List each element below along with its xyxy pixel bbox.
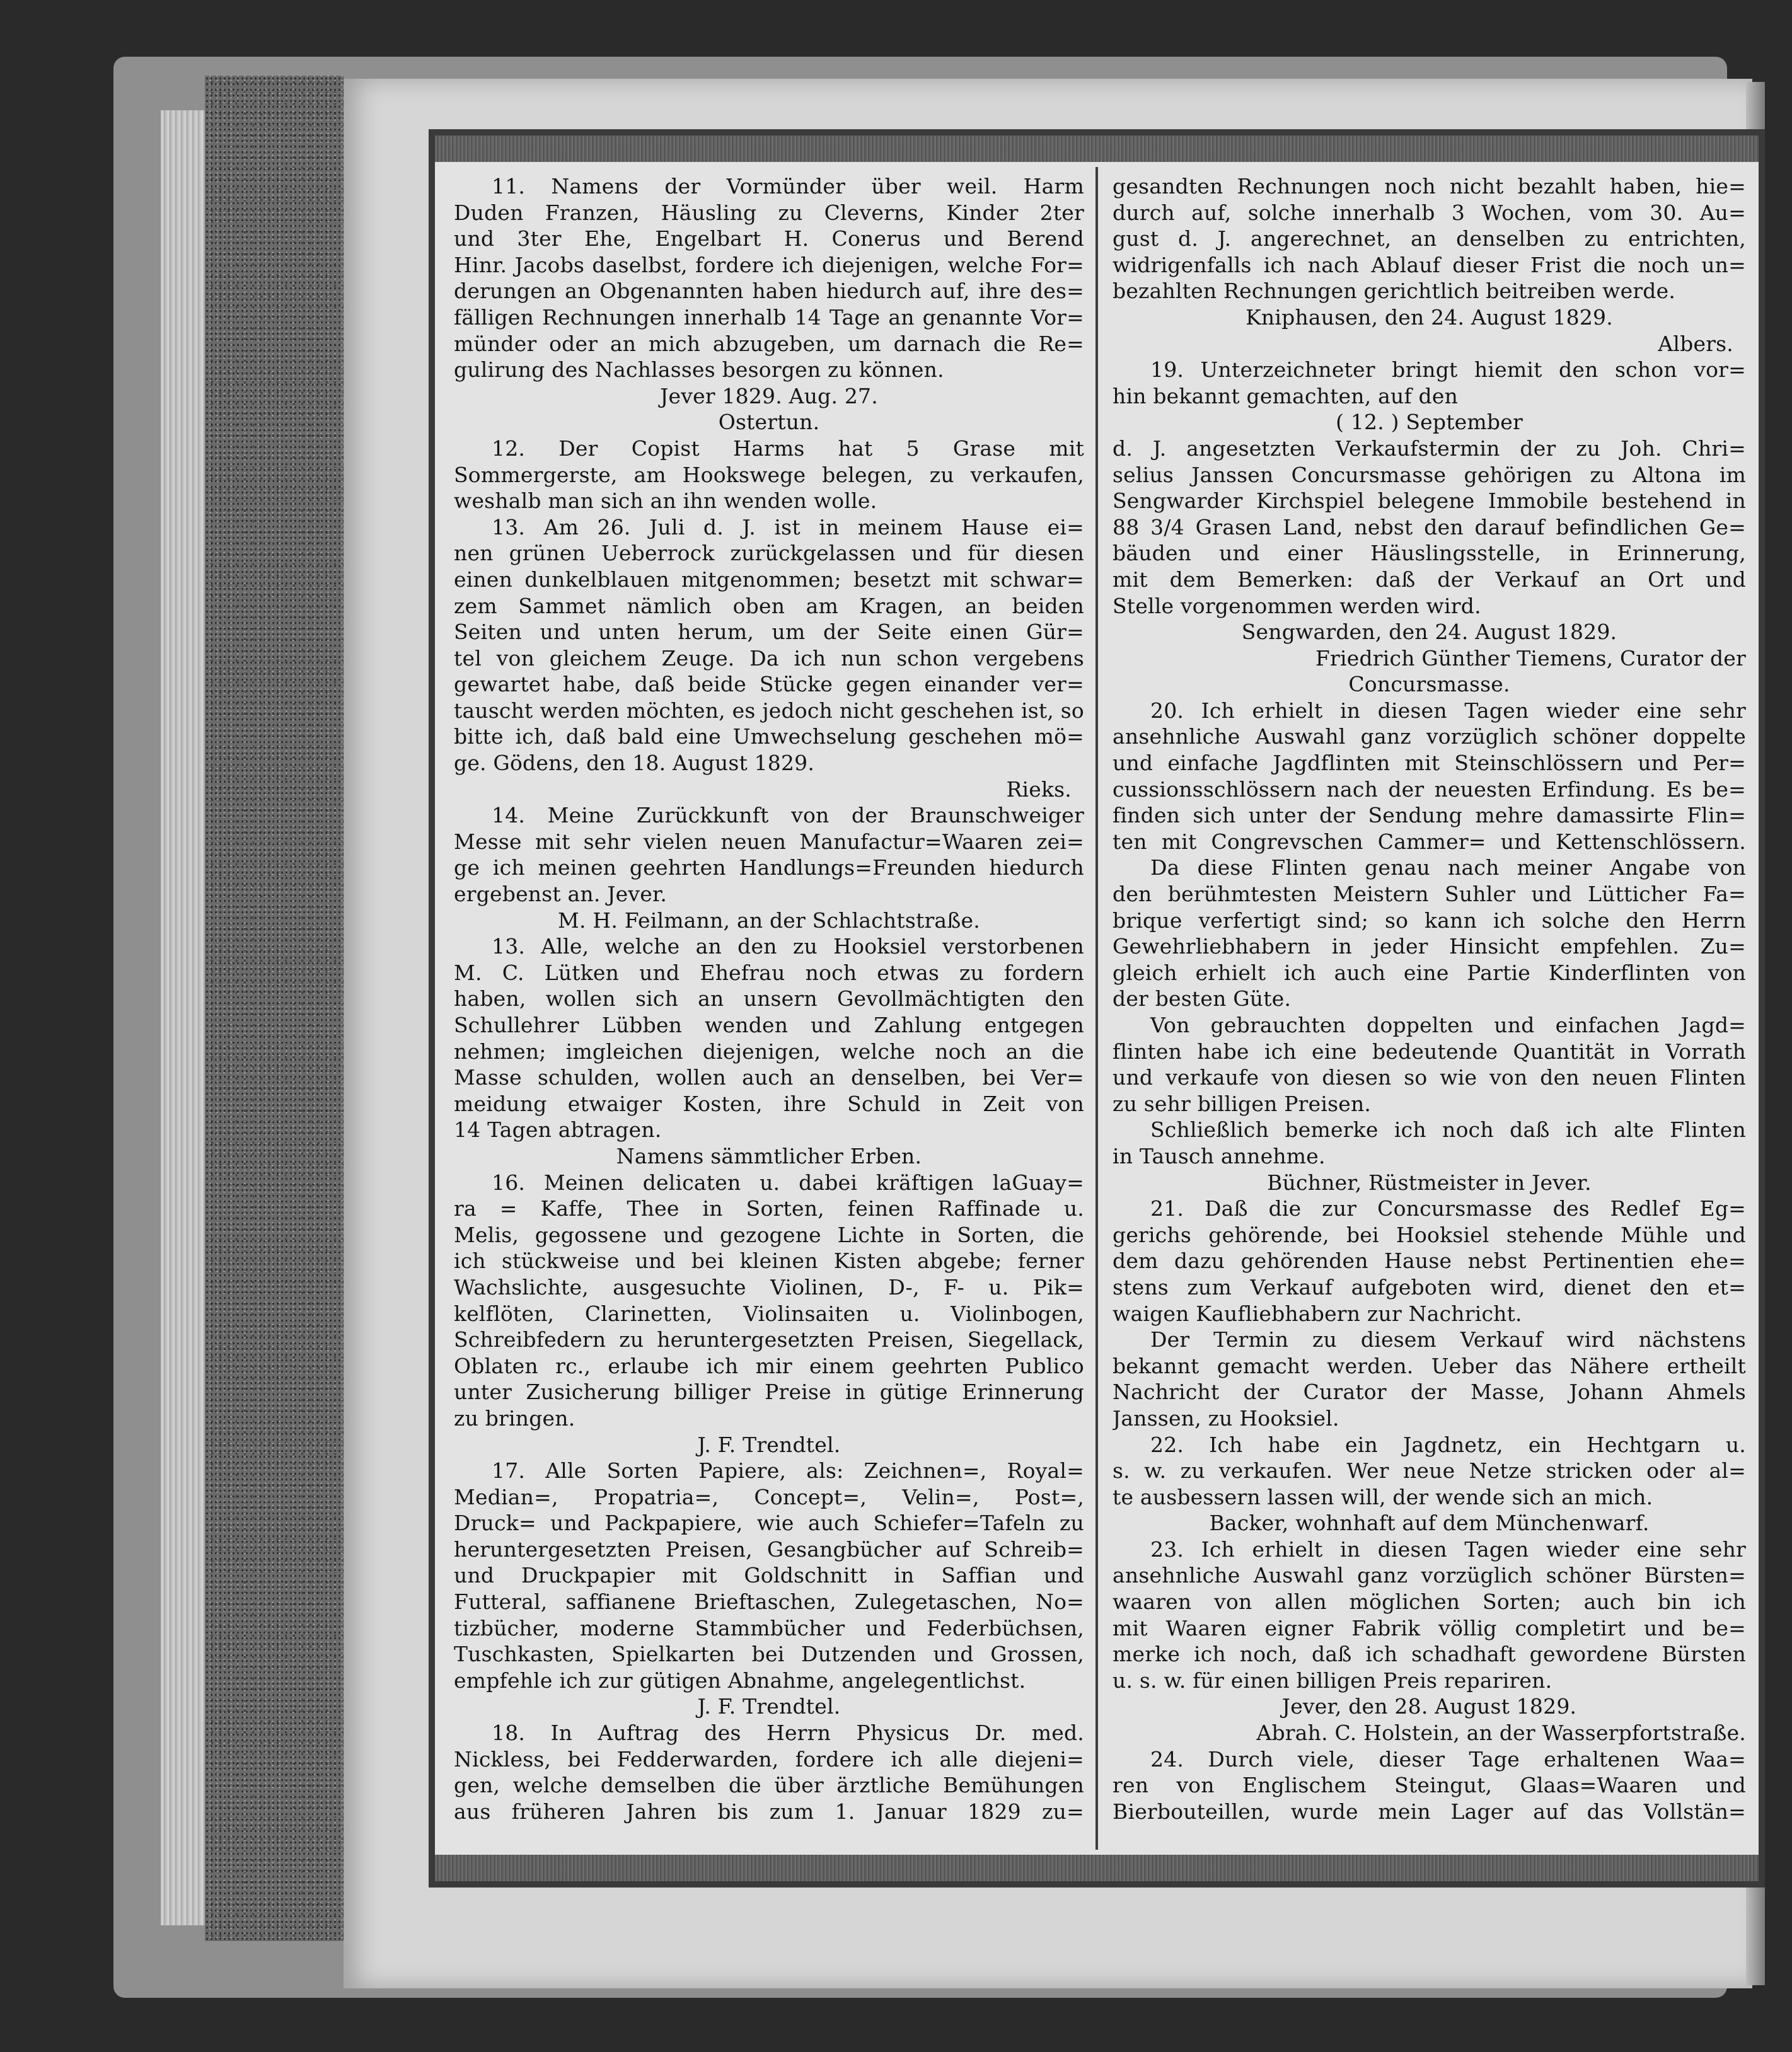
text-line: 12. Der Copist Harms hat 5 Grase mit [492,435,1084,461]
text-line: meidung etwaiger Kosten, ihre Schuld in Zeit von [454,1091,1084,1116]
text-line: 17. Alle Sorten Papiere, als: Zeichnen=, Royal= [492,1458,1084,1484]
text-line: Futteral, saffianene Brieftaschen, Zulegetaschen, No= [454,1589,1084,1615]
text-line: gewartet habe, daß beide Stücke gegen einander ver= [454,672,1084,697]
text-line: Nachricht der Curator der Masse, Johann Ahmels [1113,1380,1746,1405]
text-line: ge. Gödens, den 18. August 1829. [454,751,815,776]
speckled-page-edge [205,76,344,1941]
text-line: Sengwarden, den 24. August 1829. [1241,620,1617,645]
text-line: cussionsschlössern nach der neuesten Erfindung. Es be= [1113,776,1746,802]
text-line: Seiten und unten herum, um der Seite einen Gür= [454,620,1084,645]
text-line: ansehnliche Auswahl ganz vorzüglich schöner Bürsten= [1113,1563,1746,1588]
text-line: zu bringen. [454,1405,575,1431]
text-line: 23. Ich erhielt in diesen Tagen wieder eine sehr [1150,1536,1746,1562]
text-line: in Tausch annehme. [1113,1143,1326,1168]
text-line: mit Waaren eigner Fabrik völlig completirt und be= [1113,1615,1746,1640]
text-line: heruntergesetzten Preisen, Gesangbücher auf Schreib= [454,1536,1084,1562]
text-line: Jever, den 28. August 1829. [1281,1694,1577,1719]
text-line: Concursmasse. [1348,672,1510,697]
text-line: bäuden und einer Häuslingsstelle, in Erinnerung, [1113,541,1746,566]
text-line: mit dem Bemerken: daß der Verkauf an Ort und [1113,567,1746,592]
text-line: d. J. angesetzten Verkaufstermin der zu Joh. Chri= [1113,435,1746,461]
text-line: bekannt gemacht werden. Ueber das Nähere ertheilt [1113,1353,1746,1378]
text-line: stens zum Verkauf aufgeboten wird, dienet den et= [1113,1274,1746,1300]
text-line: bitte ich, daß bald eine Umwechselung geschehen mö= [454,724,1084,749]
text-line: ich stückweise und bei kleinen Kisten abgebe; ferner [454,1248,1084,1274]
text-line: münder oder an mich abzugeben, um darnach die Re= [454,331,1084,356]
text-line: 88 3/4 Grasen Land, nebst den darauf befindlichen Ge= [1113,514,1746,539]
text-line: einen dunkelblauen mitgenommen; besetzt mit schwar= [454,567,1084,592]
text-line: u. s. w. für einen billigen Preis repariren. [1113,1668,1552,1693]
text-line: 13. Am 26. Juli d. J. ist in meinem Hause ei= [492,514,1084,539]
text-line: brique verfertigt sind; so kann ich solche den Herrn [1113,908,1746,933]
text-line: flinten habe ich eine bedeutende Quantität in Vorrath [1113,1039,1746,1064]
text-line: gust d. J. angerechnet, an denselben zu entrichten, [1113,226,1746,251]
left-column [454,173,1084,1845]
text-line: tel von gleichem Zeuge. Da ich nun schon vergebens [454,645,1084,671]
text-line: den berühmtesten Meistern Suhler und Lütticher Fa= [1113,882,1746,907]
text-line: Druck= und Packpapiere, wie auch Schiefer=Tafeln zu [454,1511,1084,1536]
text-line: Oblaten rc., erlaube ich mir einem geehrten Publico [454,1353,1084,1378]
text-line: Sengwarder Kirchspiel belegene Immobile bestehend in [1113,488,1746,514]
text-line: Rieks. [1006,776,1072,802]
text-line: durch auf, solche innerhalb 3 Wochen, vom 30. Au= [1113,200,1746,225]
text-line: J. F. Trendtel. [697,1694,841,1719]
text-line: weshalb man sich an ihn wenden wolle. [454,488,877,514]
text-line: derungen an Obgenannten haben hiedurch auf, ihre des= [454,279,1084,304]
text-line: Friedrich Günther Tiemens, Curator der [1315,645,1746,671]
text-line: fälligen Rechnungen innerhalb 14 Tage an genannte Vor= [454,304,1084,330]
text-line: bezahlten Rechnungen gerichtlich beitreiben werde. [1113,279,1676,304]
text-line: Masse schulden, wollen auch an denselben, bei Ver= [454,1065,1084,1090]
text-line: waigen Kaufliebhabern zur Nachricht. [1113,1301,1522,1326]
text-line: Wachslichte, ausgesuchte Violinen, D-, F- u. Pik= [454,1274,1084,1300]
text-line: nen grünen Ueberrock zurückgelassen und für diesen [454,541,1084,566]
text-line: Schließlich bemerke ich noch daß ich alte Flinten [1150,1117,1746,1143]
text-line: Nickless, bei Fedderwarden, fordere ich alle diejeni= [454,1746,1084,1772]
text-line: Messe mit sehr vielen neuen Manufactur=Waaren zei= [454,829,1084,854]
text-line: und Druckpapier mit Goldschnitt in Saffian und [454,1563,1084,1588]
text-line: dem dazu gehörenden Hause nebst Pertinentien ehe= [1113,1248,1746,1274]
text-line: ra = Kaffe, Thee in Sorten, feinen Raffinade u. [454,1196,1084,1221]
text-line: tizbücher, moderne Stammbücher und Federbüchsen, [454,1615,1084,1640]
text-line: 24. Durch viele, dieser Tage erhaltenen Waa= [1150,1746,1746,1772]
text-line: gerichs gehörende, bei Hooksiel stehende Mühle und [1113,1222,1746,1247]
text-line: Jever 1829. Aug. 27. [660,383,878,408]
text-line: hin bekannt gemachten, auf den [1113,383,1459,408]
text-line: Abrah. C. Holstein, an der Wasserpfortstraße. [1256,1721,1746,1746]
text-line: Von gebrauchten doppelten und einfachen Jagd= [1150,1013,1746,1037]
text-line: der besten Güte. [1113,986,1292,1012]
text-line: Albers. [1658,331,1733,356]
text-line: und 3ter Ehe, Engelbart H. Conerus und Berend [454,226,1084,251]
text-line: Backer, wohnhaft auf dem Münchenwarf. [1209,1511,1650,1536]
text-line: M. C. Lütken und Ehefrau noch etwas zu fordern [454,960,1084,985]
text-line: zu sehr billigen Preisen. [1113,1091,1372,1116]
text-line: Melis, gegossene und gezogene Lichte in Sorten, die [454,1222,1084,1247]
text-line: aus früheren Jahren bis zum 1. Januar 1829 zu= [454,1799,1084,1824]
text-line: Median=, Propatria=, Concept=, Velin=, Post=, [454,1484,1084,1509]
text-line: 19. Unterzeichneter bringt hiemit den schon vor= [1150,357,1746,383]
text-line: ansehnliche Auswahl ganz vorzüglich schöner doppelte [1113,724,1746,749]
text-line: selius Janssen Concursmasse gehörigen zu Altona im [1113,462,1746,487]
text-line: Sommergerste, am Hookswege belegen, zu verkaufen, [454,462,1084,487]
text-line: empfehle ich zur gütigen Abnahme, angelegentlichst. [454,1668,1026,1693]
text-line: Schreibfedern zu heruntergesetzten Preisen, Siegellack, [454,1327,1084,1352]
text-line: und einfache Jagdflinten mit Steinschlössern und Per= [1113,751,1746,776]
text-line: 22. Ich habe ein Jagdnetz, ein Hechtgarn u. [1150,1432,1746,1457]
text-line: Ostertun. [718,410,820,435]
text-line: gleich erhielt ich auch eine Partie Kinderflinten von [1113,960,1746,985]
column-divider [1095,167,1098,1850]
text-line: Der Termin zu diesem Verkauf wird nächstens [1150,1327,1746,1352]
text-line: Gewehrliebhabern in jeder Hinsicht empfehlen. Zu= [1113,934,1746,959]
text-line: unter Zusicherung billiger Preise in gütige Erinnerung [454,1380,1084,1405]
printed-page-frame [429,129,1765,1888]
text-line: Schullehrer Lübben wenden und Zahlung entgegen [454,1013,1084,1037]
text-line: Kniphausen, den 24. August 1829. [1246,304,1613,330]
text-line: 14 Tagen abtragen. [454,1117,662,1143]
text-line: s. w. zu verkaufen. Wer neue Netze stricken oder al= [1113,1458,1746,1484]
text-line: te ausbessern lassen will, der wende sich an mich. [1113,1484,1653,1509]
text-line: gulirung des Nachlasses besorgen zu können. [454,357,944,383]
text-line: tauscht werden möchten, es jedoch nicht geschehen ist, so [454,698,1084,723]
top-border-band [435,135,1759,162]
text-line: Büchner, Rüstmeister in Jever. [1267,1170,1592,1195]
text-line: Hinr. Jacobs daselbst, fordere ich diejenigen, welche For= [454,252,1084,277]
text-line: ergebenst an. Jever. [454,882,668,907]
text-line: 21. Daß die zur Concursmasse des Redlef Eg= [1150,1196,1746,1221]
page-block-edges [161,110,205,1925]
text-line: haben, wollen sich an unsern Gevollmächtigten den [454,986,1084,1012]
text-line: nehmen; imgleichen diejenigen, welche noch an die [454,1039,1084,1064]
right-column [1113,173,1746,1845]
text-line: ten mit Congrevschen Cammer= und Kettenschlössern. [1113,829,1746,854]
text-line: merke ich noch, daß ich schadhaft gewordene Bürsten [1113,1642,1746,1667]
text-line: ren von Englischem Steingut, Glaas=Waaren und [1113,1773,1746,1798]
text-line: 11. Namens der Vormünder über weil. Harm [492,174,1084,199]
text-line: M. H. Feilmann, an der Schlachtstraße. [558,908,980,933]
text-line: 20. Ich erhielt in diesen Tagen wieder eine sehr [1150,698,1746,723]
text-line: Da diese Flinten genau nach meiner Angabe von [1150,855,1746,880]
text-line: 13. Alle, welche an den zu Hooksiel verstorbenen [492,934,1084,959]
text-line: waaren von allen möglichen Sorten; auch bin ich [1113,1589,1746,1615]
text-line: ( 12. ) September [1336,410,1523,435]
text-line: Janssen, zu Hooksiel. [1113,1405,1339,1431]
bottom-border-band [435,1855,1759,1881]
text-line: gen, welche demselben die über ärztliche Bemühungen [454,1773,1084,1798]
text-line: finden sich unter der Sendung mehre damassirte Flin= [1113,803,1746,828]
text-line: Duden Franzen, Häusling zu Cleverns, Kinder 2ter [454,200,1084,225]
text-line: 18. In Auftrag des Herrn Physicus Dr. med. [492,1721,1084,1746]
text-line: 16. Meinen delicaten u. dabei kräftigen laGuay= [492,1170,1084,1195]
text-line: und verkaufe von diesen so wie von den neuen Flinten [1113,1065,1746,1090]
text-line: gesandten Rechnungen noch nicht bezahlt haben, hie= [1113,174,1746,199]
text-line: Stelle vorgenommen werden wird. [1113,593,1481,618]
text-line: Tuschkasten, Spielkarten bei Dutzenden und Grossen, [454,1642,1084,1667]
text-line: kelflöten, Clarinetten, Violinsaiten u. Violinbogen, [454,1301,1084,1326]
text-line: Bierbouteillen, wurde mein Lager auf das Vollstän= [1113,1799,1746,1824]
text-line: widrigenfalls ich nach Ablauf dieser Frist die noch un= [1113,252,1746,277]
text-line: ge ich meinen geehrten Handlungs=Freunden hiedurch [454,855,1084,880]
text-line: 14. Meine Zurückkunft von der Braunschweiger [492,803,1084,828]
text-line: Namens sämmtlicher Erben. [616,1143,922,1168]
text-line: J. F. Trendtel. [697,1432,841,1457]
text-line: zem Sammet nämlich oben am Kragen, an beiden [454,593,1084,618]
